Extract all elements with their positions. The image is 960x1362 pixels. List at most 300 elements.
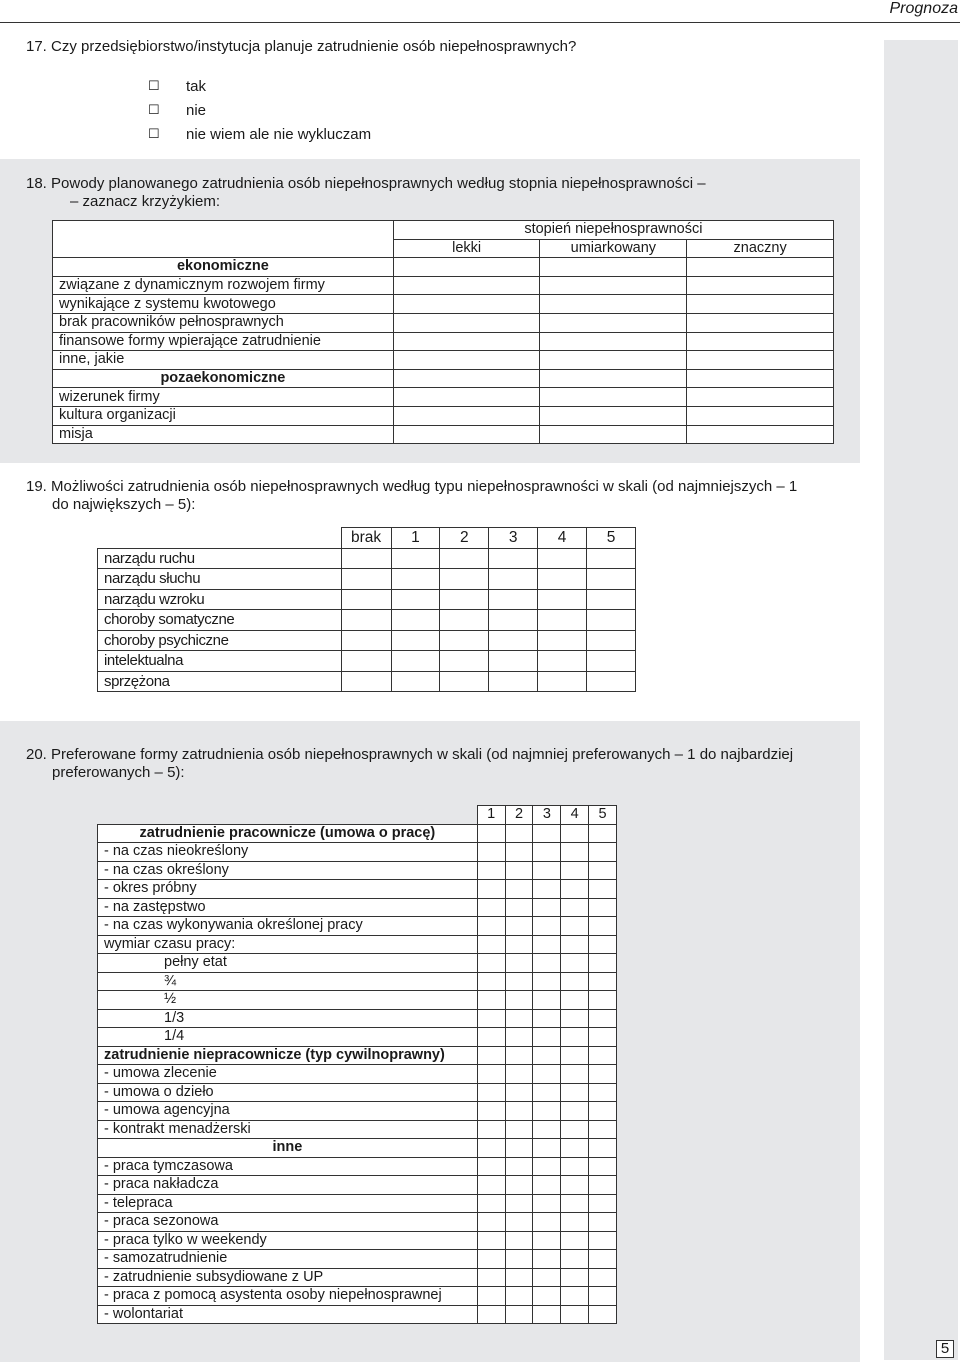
q20-question-line2: preferowanych – 5): xyxy=(52,764,185,781)
q19-answer-cell[interactable] xyxy=(538,569,587,590)
q17-option-label: tak xyxy=(186,77,207,95)
q20-answer-cell[interactable] xyxy=(561,861,589,880)
q19-answer-cell[interactable] xyxy=(489,569,538,590)
q20-answer-cell[interactable] xyxy=(589,1231,617,1250)
q19-answer-cell[interactable] xyxy=(391,548,440,569)
q20-answer-cell[interactable] xyxy=(561,917,589,936)
q20-answer-cell[interactable] xyxy=(505,1287,533,1306)
q19-answer-cell[interactable] xyxy=(489,630,538,651)
q20-answer-cell[interactable] xyxy=(477,917,505,936)
q20-row-label: - praca tymczasowa xyxy=(98,1157,478,1176)
q17-option-label: nie xyxy=(186,101,207,119)
q20-row-label: - zatrudnienie subsydiowane z UP xyxy=(98,1268,478,1287)
q20-column-header: 2 xyxy=(505,806,533,825)
q20-answer-cell[interactable] xyxy=(477,880,505,899)
q18-row-label: misja xyxy=(53,425,394,444)
q20-row-label: ¾ xyxy=(98,972,478,991)
q19-column-header: 2 xyxy=(440,528,489,549)
q20-answer-cell[interactable] xyxy=(561,1028,589,1047)
q19-row-label: choroby somatyczne xyxy=(98,610,342,631)
q20-answer-cell[interactable] xyxy=(533,1213,561,1232)
q20-answer-cell[interactable] xyxy=(561,1287,589,1306)
q20-answer-cell[interactable] xyxy=(533,972,561,991)
q18-row-label: wynikające z systemu kwotowego xyxy=(53,295,394,314)
table-row xyxy=(53,406,834,425)
q17-options xyxy=(148,74,371,146)
q19-answer-cell[interactable] xyxy=(489,548,538,569)
q20-answer-cell[interactable] xyxy=(477,972,505,991)
q19-answer-cell[interactable] xyxy=(587,548,636,569)
q20-answer-cell[interactable] xyxy=(589,1065,617,1084)
q20-answer-cell[interactable] xyxy=(505,843,533,862)
table-row xyxy=(98,610,636,631)
q18-answer-cell[interactable] xyxy=(393,388,540,407)
checkbox-icon[interactable]: ☐ xyxy=(148,78,160,93)
q20-row-label: - na zastępstwo xyxy=(98,898,478,917)
q20-answer-cell[interactable] xyxy=(561,1046,589,1065)
q18-answer-cell[interactable] xyxy=(540,351,687,370)
q20-answer-cell[interactable] xyxy=(505,898,533,917)
q20-answer-cell[interactable] xyxy=(505,861,533,880)
q20-answer-cell[interactable] xyxy=(505,1046,533,1065)
q19-row-label: narządu słuchu xyxy=(98,569,342,590)
q20-answer-cell[interactable] xyxy=(589,898,617,917)
q20-row-label: ½ xyxy=(98,991,478,1010)
q19-answer-cell[interactable] xyxy=(341,569,391,590)
q19-answer-cell[interactable] xyxy=(341,630,391,651)
q20-answer-cell[interactable] xyxy=(477,991,505,1010)
q20-answer-cell[interactable] xyxy=(505,954,533,973)
q18-answer-cell[interactable] xyxy=(540,276,687,295)
q20-answer-cell[interactable] xyxy=(505,1176,533,1195)
q20-answer-cell[interactable] xyxy=(561,1305,589,1324)
q20-answer-cell[interactable] xyxy=(533,843,561,862)
q17-option[interactable] xyxy=(148,98,371,122)
q19-answer-cell[interactable] xyxy=(489,651,538,672)
q20-answer-cell[interactable] xyxy=(561,1009,589,1028)
q19-column-header: 1 xyxy=(391,528,440,549)
q20-answer-cell[interactable] xyxy=(533,1083,561,1102)
q20-answer-cell[interactable] xyxy=(589,1250,617,1269)
q19-row-label: narządu ruchu xyxy=(98,548,342,569)
q20-answer-cell[interactable] xyxy=(589,991,617,1010)
table-row xyxy=(98,1213,617,1232)
q20-answer-cell[interactable] xyxy=(477,1213,505,1232)
table-row xyxy=(98,972,617,991)
table-row xyxy=(98,651,636,672)
table-row xyxy=(98,917,617,936)
q19-answer-cell[interactable] xyxy=(587,630,636,651)
q20-answer-cell[interactable] xyxy=(533,1250,561,1269)
q20-answer-cell[interactable] xyxy=(561,1139,589,1158)
q18-answer-cell[interactable] xyxy=(393,276,540,295)
q20-answer-cell[interactable] xyxy=(561,824,589,843)
q20-answer-cell[interactable] xyxy=(589,1287,617,1306)
q20-answer-cell[interactable] xyxy=(505,1083,533,1102)
q20-answer-cell[interactable] xyxy=(561,935,589,954)
q20-answer-cell[interactable] xyxy=(533,1009,561,1028)
q20-answer-cell[interactable] xyxy=(561,991,589,1010)
q20-answer-cell[interactable] xyxy=(589,861,617,880)
q20-answer-cell[interactable] xyxy=(477,1065,505,1084)
q20-answer-cell[interactable] xyxy=(505,1065,533,1084)
q18-answer-cell[interactable] xyxy=(687,332,834,351)
q20-row-label: - samozatrudnienie xyxy=(98,1250,478,1269)
q20-answer-cell[interactable] xyxy=(533,898,561,917)
q18-column-header: znaczny xyxy=(687,239,834,258)
q19-answer-cell[interactable] xyxy=(341,671,391,692)
q20-answer-cell[interactable] xyxy=(477,954,505,973)
q20-answer-cell[interactable] xyxy=(533,1287,561,1306)
q20-answer-cell[interactable] xyxy=(561,1231,589,1250)
q20-answer-cell[interactable] xyxy=(533,935,561,954)
checkbox-icon[interactable]: ☐ xyxy=(148,126,160,141)
q20-row-label: - umowa zlecenie xyxy=(98,1065,478,1084)
table-row xyxy=(98,1083,617,1102)
table-row xyxy=(98,1157,617,1176)
q18-answer-cell[interactable] xyxy=(687,351,834,370)
q20-answer-cell[interactable] xyxy=(561,1268,589,1287)
q20-answer-cell[interactable] xyxy=(533,880,561,899)
q17-option[interactable] xyxy=(148,74,371,98)
q20-answer-cell[interactable] xyxy=(477,898,505,917)
q17-question: 17. Czy przedsiębiorstwo/instytucja planuje zatrudnienie osób niepełnosprawnych? xyxy=(26,38,577,55)
q18-row-label: finansowe formy wpierające zatrudnienie xyxy=(53,332,394,351)
q20-answer-cell[interactable] xyxy=(589,1194,617,1213)
q20-answer-cell[interactable] xyxy=(561,1083,589,1102)
q20-answer-cell[interactable] xyxy=(589,1176,617,1195)
q18-answer-cell[interactable] xyxy=(393,406,540,425)
q18-answer-cell[interactable] xyxy=(687,425,834,444)
q20-answer-cell[interactable] xyxy=(561,1250,589,1269)
q20-answer-cell[interactable] xyxy=(533,1305,561,1324)
q20-header-row xyxy=(98,806,617,825)
q20-answer-cell[interactable] xyxy=(561,1194,589,1213)
q20-column-header: 1 xyxy=(477,806,505,825)
q18-group-header: stopień niepełnosprawności xyxy=(393,221,833,240)
q19-answer-cell[interactable] xyxy=(391,671,440,692)
q19-row-label: sprzężona xyxy=(98,671,342,692)
q20-answer-cell[interactable] xyxy=(589,972,617,991)
table-row xyxy=(53,276,834,295)
q18-answer-cell[interactable] xyxy=(540,313,687,332)
q20-answer-cell[interactable] xyxy=(561,1065,589,1084)
q20-answer-cell[interactable] xyxy=(477,1046,505,1065)
q18-answer-cell[interactable] xyxy=(393,258,540,277)
q19-answer-cell[interactable] xyxy=(440,569,489,590)
q19-answer-cell[interactable] xyxy=(341,548,391,569)
table-row xyxy=(98,548,636,569)
q20-answer-cell[interactable] xyxy=(505,1250,533,1269)
q20-answer-cell[interactable] xyxy=(533,1176,561,1195)
q19-answer-cell[interactable] xyxy=(587,671,636,692)
q20-answer-cell[interactable] xyxy=(589,1305,617,1324)
table-row xyxy=(98,1120,617,1139)
q20-answer-cell[interactable] xyxy=(477,843,505,862)
q20-answer-cell[interactable] xyxy=(505,1139,533,1158)
checkbox-icon[interactable]: ☐ xyxy=(148,102,160,117)
table-row xyxy=(98,569,636,590)
q18-category-label: ekonomiczne xyxy=(53,258,394,277)
q20-answer-cell[interactable] xyxy=(533,861,561,880)
q19-answer-cell[interactable] xyxy=(489,671,538,692)
q19-answer-cell[interactable] xyxy=(440,610,489,631)
q20-answer-cell[interactable] xyxy=(505,1157,533,1176)
table-row xyxy=(98,1305,617,1324)
q19-answer-cell[interactable] xyxy=(391,589,440,610)
q19-answer-cell[interactable] xyxy=(538,589,587,610)
q18-question xyxy=(26,175,706,211)
q20-answer-cell[interactable] xyxy=(477,1102,505,1121)
q20-answer-cell[interactable] xyxy=(477,861,505,880)
q20-answer-cell[interactable] xyxy=(561,1102,589,1121)
q20-answer-cell[interactable] xyxy=(589,1083,617,1102)
q18-answer-cell[interactable] xyxy=(393,295,540,314)
table-row xyxy=(98,1250,617,1269)
q20-answer-cell[interactable] xyxy=(589,917,617,936)
q19-answer-cell[interactable] xyxy=(538,548,587,569)
q19-answer-cell[interactable] xyxy=(391,651,440,672)
table-row xyxy=(98,1065,617,1084)
q18-header-row xyxy=(53,221,834,240)
q20-answer-cell[interactable] xyxy=(533,1157,561,1176)
table-row xyxy=(98,1194,617,1213)
q19-header-row xyxy=(98,528,636,549)
q19-column-header: 3 xyxy=(489,528,538,549)
q20-answer-cell[interactable] xyxy=(561,1213,589,1232)
q18-answer-cell[interactable] xyxy=(540,295,687,314)
q18-answer-cell[interactable] xyxy=(540,406,687,425)
q20-corner-cell xyxy=(98,806,478,825)
q18-answer-cell[interactable] xyxy=(393,332,540,351)
q19-answer-cell[interactable] xyxy=(440,589,489,610)
q20-answer-cell[interactable] xyxy=(505,917,533,936)
q18-corner-cell xyxy=(53,221,394,258)
q19-answer-cell[interactable] xyxy=(587,651,636,672)
q19-answer-cell[interactable] xyxy=(538,671,587,692)
q20-answer-cell[interactable] xyxy=(477,1268,505,1287)
q18-answer-cell[interactable] xyxy=(687,258,834,277)
q19-table xyxy=(97,527,636,692)
q20-answer-cell[interactable] xyxy=(505,1213,533,1232)
q20-answer-cell[interactable] xyxy=(477,1139,505,1158)
table-row xyxy=(98,898,617,917)
q18-answer-cell[interactable] xyxy=(687,406,834,425)
q20-column-header: 4 xyxy=(561,806,589,825)
q20-answer-cell[interactable] xyxy=(589,1213,617,1232)
q20-column-header: 3 xyxy=(533,806,561,825)
table-row xyxy=(98,589,636,610)
q20-answer-cell[interactable] xyxy=(505,935,533,954)
q20-answer-cell[interactable] xyxy=(533,954,561,973)
q20-row-label: - praca nakładcza xyxy=(98,1176,478,1195)
q20-answer-cell[interactable] xyxy=(533,1231,561,1250)
q19-column-header: 5 xyxy=(587,528,636,549)
q19-row-label: narządu wzroku xyxy=(98,589,342,610)
q18-answer-cell[interactable] xyxy=(540,258,687,277)
q18-answer-cell[interactable] xyxy=(540,332,687,351)
table-row xyxy=(53,388,834,407)
q20-answer-cell[interactable] xyxy=(589,1102,617,1121)
q18-answer-cell[interactable] xyxy=(687,369,834,388)
q20-row-label: - na czas nieokreślony xyxy=(98,843,478,862)
q19-answer-cell[interactable] xyxy=(391,630,440,651)
table-row xyxy=(98,880,617,899)
q18-answer-cell[interactable] xyxy=(393,351,540,370)
q20-answer-cell[interactable] xyxy=(589,1268,617,1287)
q20-table xyxy=(97,805,617,1324)
q20-answer-cell[interactable] xyxy=(505,1305,533,1324)
q20-answer-cell[interactable] xyxy=(477,1083,505,1102)
q20-answer-cell[interactable] xyxy=(589,1139,617,1158)
q20-answer-cell[interactable] xyxy=(561,880,589,899)
q19-row-label: intelektualna xyxy=(98,651,342,672)
q20-answer-cell[interactable] xyxy=(477,1250,505,1269)
q20-answer-cell[interactable] xyxy=(589,954,617,973)
q19-answer-cell[interactable] xyxy=(489,610,538,631)
q20-row-label: - na czas określony xyxy=(98,861,478,880)
q20-row-label: 1/4 xyxy=(98,1028,478,1047)
q20-answer-cell[interactable] xyxy=(561,1120,589,1139)
q20-answer-cell[interactable] xyxy=(561,954,589,973)
q19-corner-cell xyxy=(98,528,342,549)
q20-answer-cell[interactable] xyxy=(589,935,617,954)
table-row xyxy=(98,1231,617,1250)
q18-answer-cell[interactable] xyxy=(393,425,540,444)
q20-answer-cell[interactable] xyxy=(561,843,589,862)
q20-answer-cell[interactable] xyxy=(561,972,589,991)
q19-answer-cell[interactable] xyxy=(341,589,391,610)
q19-answer-cell[interactable] xyxy=(341,651,391,672)
q19-answer-cell[interactable] xyxy=(587,589,636,610)
q20-answer-cell[interactable] xyxy=(477,1176,505,1195)
q18-answer-cell[interactable] xyxy=(687,388,834,407)
q19-answer-cell[interactable] xyxy=(489,589,538,610)
table-row xyxy=(53,313,834,332)
q20-answer-cell[interactable] xyxy=(477,935,505,954)
q20-answer-cell[interactable] xyxy=(589,1157,617,1176)
q19-answer-cell[interactable] xyxy=(341,610,391,631)
table-row xyxy=(98,671,636,692)
q19-answer-cell[interactable] xyxy=(538,630,587,651)
q20-answer-cell[interactable] xyxy=(505,1231,533,1250)
q20-answer-cell[interactable] xyxy=(505,1028,533,1047)
q20-answer-cell[interactable] xyxy=(477,1231,505,1250)
q20-row-label: - umowa agencyjna xyxy=(98,1102,478,1121)
q20-answer-cell[interactable] xyxy=(477,1028,505,1047)
q20-answer-cell[interactable] xyxy=(533,824,561,843)
q19-answer-cell[interactable] xyxy=(440,630,489,651)
table-row xyxy=(98,1046,617,1065)
q17-option[interactable] xyxy=(148,122,371,146)
q19-answer-cell[interactable] xyxy=(587,610,636,631)
q18-answer-cell[interactable] xyxy=(540,388,687,407)
q18-answer-cell[interactable] xyxy=(393,369,540,388)
q20-answer-cell[interactable] xyxy=(477,1305,505,1324)
q20-answer-cell[interactable] xyxy=(505,1009,533,1028)
q20-column-header: 5 xyxy=(589,806,617,825)
q19-answer-cell[interactable] xyxy=(587,569,636,590)
q19-answer-cell[interactable] xyxy=(391,569,440,590)
q19-answer-cell[interactable] xyxy=(538,651,587,672)
table-row xyxy=(98,861,617,880)
q20-answer-cell[interactable] xyxy=(477,1157,505,1176)
q20-question xyxy=(26,746,793,782)
q20-answer-cell[interactable] xyxy=(477,1287,505,1306)
q20-row-label: - okres próbny xyxy=(98,880,478,899)
q20-answer-cell[interactable] xyxy=(505,880,533,899)
q18-column-header: lekki xyxy=(393,239,540,258)
table-row xyxy=(98,630,636,651)
q20-row-label: - na czas wykonywania określonej pracy xyxy=(98,917,478,936)
q20-answer-cell[interactable] xyxy=(477,1009,505,1028)
q20-answer-cell[interactable] xyxy=(589,880,617,899)
q20-answer-cell[interactable] xyxy=(477,824,505,843)
q19-answer-cell[interactable] xyxy=(440,548,489,569)
q18-row-label: brak pracowników pełnosprawnych xyxy=(53,313,394,332)
q20-answer-cell[interactable] xyxy=(533,1120,561,1139)
q19-answer-cell[interactable] xyxy=(440,651,489,672)
q20-answer-cell[interactable] xyxy=(533,1065,561,1084)
q18-category-label: pozaekonomiczne xyxy=(53,369,394,388)
q20-answer-cell[interactable] xyxy=(533,1268,561,1287)
table-row xyxy=(98,935,617,954)
q20-answer-cell[interactable] xyxy=(477,1194,505,1213)
q20-answer-cell[interactable] xyxy=(533,1194,561,1213)
table-row xyxy=(53,351,834,370)
q20-answer-cell[interactable] xyxy=(561,1176,589,1195)
q20-answer-cell[interactable] xyxy=(477,1120,505,1139)
q18-answer-cell[interactable] xyxy=(687,276,834,295)
q20-answer-cell[interactable] xyxy=(505,991,533,1010)
q20-answer-cell[interactable] xyxy=(533,1046,561,1065)
q20-answer-cell[interactable] xyxy=(533,991,561,1010)
q18-answer-cell[interactable] xyxy=(687,313,834,332)
q20-answer-cell[interactable] xyxy=(589,843,617,862)
q20-answer-cell[interactable] xyxy=(505,1120,533,1139)
q18-answer-cell[interactable] xyxy=(687,295,834,314)
q20-answer-cell[interactable] xyxy=(533,1102,561,1121)
q20-answer-cell[interactable] xyxy=(589,824,617,843)
q18-answer-cell[interactable] xyxy=(540,425,687,444)
q20-answer-cell[interactable] xyxy=(533,917,561,936)
table-row xyxy=(98,1102,617,1121)
q20-answer-cell[interactable] xyxy=(561,898,589,917)
q20-answer-cell[interactable] xyxy=(505,1194,533,1213)
table-row xyxy=(53,258,834,277)
q20-answer-cell[interactable] xyxy=(589,1046,617,1065)
q18-answer-cell[interactable] xyxy=(393,313,540,332)
q20-answer-cell[interactable] xyxy=(505,824,533,843)
q19-answer-cell[interactable] xyxy=(538,610,587,631)
q20-answer-cell[interactable] xyxy=(589,1028,617,1047)
q20-answer-cell[interactable] xyxy=(505,972,533,991)
q20-answer-cell[interactable] xyxy=(505,1268,533,1287)
q20-answer-cell[interactable] xyxy=(505,1102,533,1121)
q19-answer-cell[interactable] xyxy=(440,671,489,692)
q20-answer-cell[interactable] xyxy=(561,1157,589,1176)
q20-row-label: 1/3 xyxy=(98,1009,478,1028)
q20-answer-cell[interactable] xyxy=(589,1120,617,1139)
table-row xyxy=(98,1009,617,1028)
q20-answer-cell[interactable] xyxy=(533,1139,561,1158)
q20-answer-cell[interactable] xyxy=(589,1009,617,1028)
q19-answer-cell[interactable] xyxy=(391,610,440,631)
q18-row-label: wizerunek firmy xyxy=(53,388,394,407)
q18-answer-cell[interactable] xyxy=(540,369,687,388)
q20-answer-cell[interactable] xyxy=(533,1028,561,1047)
table-row xyxy=(98,824,617,843)
